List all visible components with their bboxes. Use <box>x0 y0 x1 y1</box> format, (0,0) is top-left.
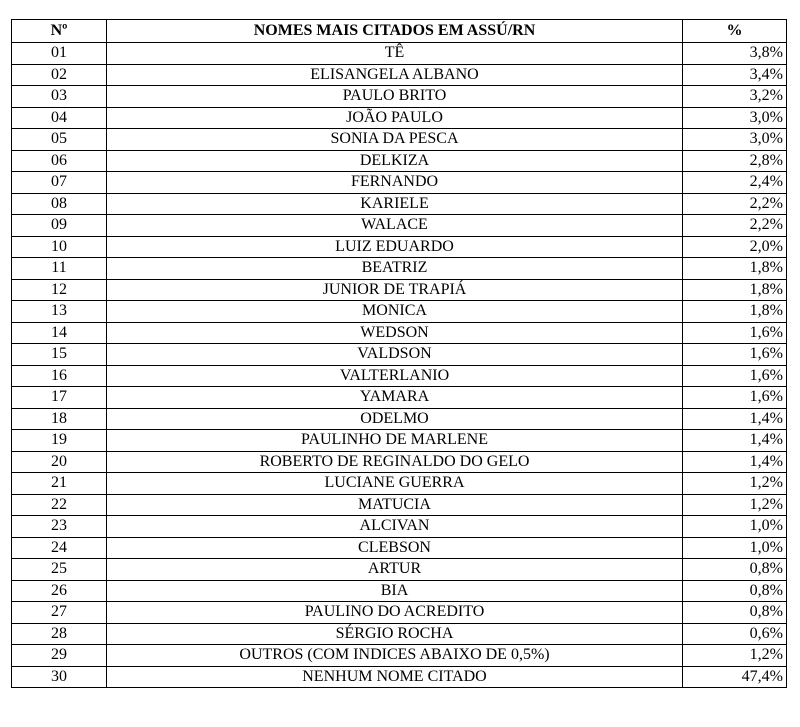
row-percent: 1,4% <box>683 408 787 430</box>
table-row <box>12 322 787 344</box>
row-percent: 3,8% <box>683 43 787 65</box>
row-number: 29 <box>12 645 107 667</box>
row-name: SONIA DA PESCA <box>107 129 683 151</box>
row-name: VALTERLANIO <box>107 365 683 387</box>
row-number: 26 <box>12 580 107 602</box>
row-percent: 2,0% <box>683 236 787 258</box>
row-percent: 1,4% <box>683 430 787 452</box>
header-name: NOMES MAIS CITADOS EM ASSÚ/RN <box>107 20 683 43</box>
row-name: NENHUM NOME CITADO <box>107 666 683 688</box>
table-row <box>12 344 787 366</box>
table-row <box>12 451 787 473</box>
row-percent: 1,8% <box>683 279 787 301</box>
table-row <box>12 279 787 301</box>
table-row <box>12 623 787 645</box>
row-percent: 1,6% <box>683 344 787 366</box>
row-number: 19 <box>12 430 107 452</box>
row-percent: 1,8% <box>683 301 787 323</box>
table-row <box>12 516 787 538</box>
row-name: LUIZ EDUARDO <box>107 236 683 258</box>
row-percent: 0,6% <box>683 623 787 645</box>
row-name: LUCIANE GUERRA <box>107 473 683 495</box>
table-row <box>12 537 787 559</box>
row-number: 24 <box>12 537 107 559</box>
row-name: MONICA <box>107 301 683 323</box>
row-name: ELISANGELA ALBANO <box>107 64 683 86</box>
table-row <box>12 408 787 430</box>
row-percent: 1,6% <box>683 322 787 344</box>
table-row <box>12 645 787 667</box>
row-name: FERNANDO <box>107 172 683 194</box>
row-number: 02 <box>12 64 107 86</box>
row-number: 10 <box>12 236 107 258</box>
row-number: 27 <box>12 602 107 624</box>
table-body <box>12 43 787 688</box>
row-percent: 2,8% <box>683 150 787 172</box>
table-row <box>12 215 787 237</box>
row-name: ARTUR <box>107 559 683 581</box>
row-name: PAULINO DO ACREDITO <box>107 602 683 624</box>
row-name: DELKIZA <box>107 150 683 172</box>
table-row <box>12 387 787 409</box>
names-table <box>11 19 787 688</box>
row-number: 23 <box>12 516 107 538</box>
row-name: MATUCIA <box>107 494 683 516</box>
table-row <box>12 43 787 65</box>
row-number: 14 <box>12 322 107 344</box>
row-percent: 2,2% <box>683 215 787 237</box>
table-row <box>12 301 787 323</box>
row-percent: 1,6% <box>683 365 787 387</box>
row-percent: 3,0% <box>683 129 787 151</box>
row-number: 15 <box>12 344 107 366</box>
row-number: 21 <box>12 473 107 495</box>
row-name: PAULO BRITO <box>107 86 683 108</box>
row-name: BEATRIZ <box>107 258 683 280</box>
row-number: 08 <box>12 193 107 215</box>
row-number: 09 <box>12 215 107 237</box>
table-row <box>12 580 787 602</box>
row-percent: 0,8% <box>683 580 787 602</box>
row-percent: 0,8% <box>683 602 787 624</box>
row-number: 13 <box>12 301 107 323</box>
row-name: JUNIOR DE TRAPIÁ <box>107 279 683 301</box>
row-percent: 1,0% <box>683 516 787 538</box>
row-percent: 0,8% <box>683 559 787 581</box>
row-percent: 3,4% <box>683 64 787 86</box>
row-name: YAMARA <box>107 387 683 409</box>
row-number: 22 <box>12 494 107 516</box>
row-percent: 2,4% <box>683 172 787 194</box>
row-name: WEDSON <box>107 322 683 344</box>
table-row <box>12 107 787 129</box>
row-number: 28 <box>12 623 107 645</box>
header-row <box>12 20 787 43</box>
row-number: 30 <box>12 666 107 688</box>
table-row <box>12 150 787 172</box>
table-row <box>12 172 787 194</box>
row-percent: 3,0% <box>683 107 787 129</box>
table-row <box>12 430 787 452</box>
table-row <box>12 258 787 280</box>
row-percent: 1,2% <box>683 494 787 516</box>
row-name: WALACE <box>107 215 683 237</box>
row-name: CLEBSON <box>107 537 683 559</box>
row-percent: 47,4% <box>683 666 787 688</box>
header-number: Nº <box>12 20 107 43</box>
row-percent: 1,2% <box>683 645 787 667</box>
row-name: JOÃO PAULO <box>107 107 683 129</box>
table-row <box>12 365 787 387</box>
row-number: 16 <box>12 365 107 387</box>
table-row <box>12 129 787 151</box>
table-row <box>12 86 787 108</box>
row-number: 03 <box>12 86 107 108</box>
row-number: 04 <box>12 107 107 129</box>
table-row <box>12 559 787 581</box>
row-number: 01 <box>12 43 107 65</box>
row-name: SÉRGIO ROCHA <box>107 623 683 645</box>
table-row <box>12 602 787 624</box>
row-percent: 1,4% <box>683 451 787 473</box>
row-name: ODELMO <box>107 408 683 430</box>
row-name: KARIELE <box>107 193 683 215</box>
row-number: 11 <box>12 258 107 280</box>
table-row <box>12 64 787 86</box>
row-name: ROBERTO DE REGINALDO DO GELO <box>107 451 683 473</box>
row-percent: 1,2% <box>683 473 787 495</box>
table-header <box>12 20 787 43</box>
row-number: 06 <box>12 150 107 172</box>
table-row <box>12 494 787 516</box>
row-number: 17 <box>12 387 107 409</box>
row-number: 05 <box>12 129 107 151</box>
row-percent: 3,2% <box>683 86 787 108</box>
row-number: 25 <box>12 559 107 581</box>
row-name: VALDSON <box>107 344 683 366</box>
table-row <box>12 193 787 215</box>
row-name: TÊ <box>107 43 683 65</box>
row-percent: 1,0% <box>683 537 787 559</box>
row-number: 20 <box>12 451 107 473</box>
row-name: ALCIVAN <box>107 516 683 538</box>
row-percent: 1,8% <box>683 258 787 280</box>
row-percent: 1,6% <box>683 387 787 409</box>
row-name: PAULINHO DE MARLENE <box>107 430 683 452</box>
row-name: BIA <box>107 580 683 602</box>
row-number: 18 <box>12 408 107 430</box>
table-row <box>12 473 787 495</box>
table-row <box>12 236 787 258</box>
row-number: 12 <box>12 279 107 301</box>
table-row <box>12 666 787 688</box>
row-name: OUTROS (COM INDICES ABAIXO DE 0,5%) <box>107 645 683 667</box>
header-percent: % <box>683 20 787 43</box>
row-percent: 2,2% <box>683 193 787 215</box>
row-number: 07 <box>12 172 107 194</box>
